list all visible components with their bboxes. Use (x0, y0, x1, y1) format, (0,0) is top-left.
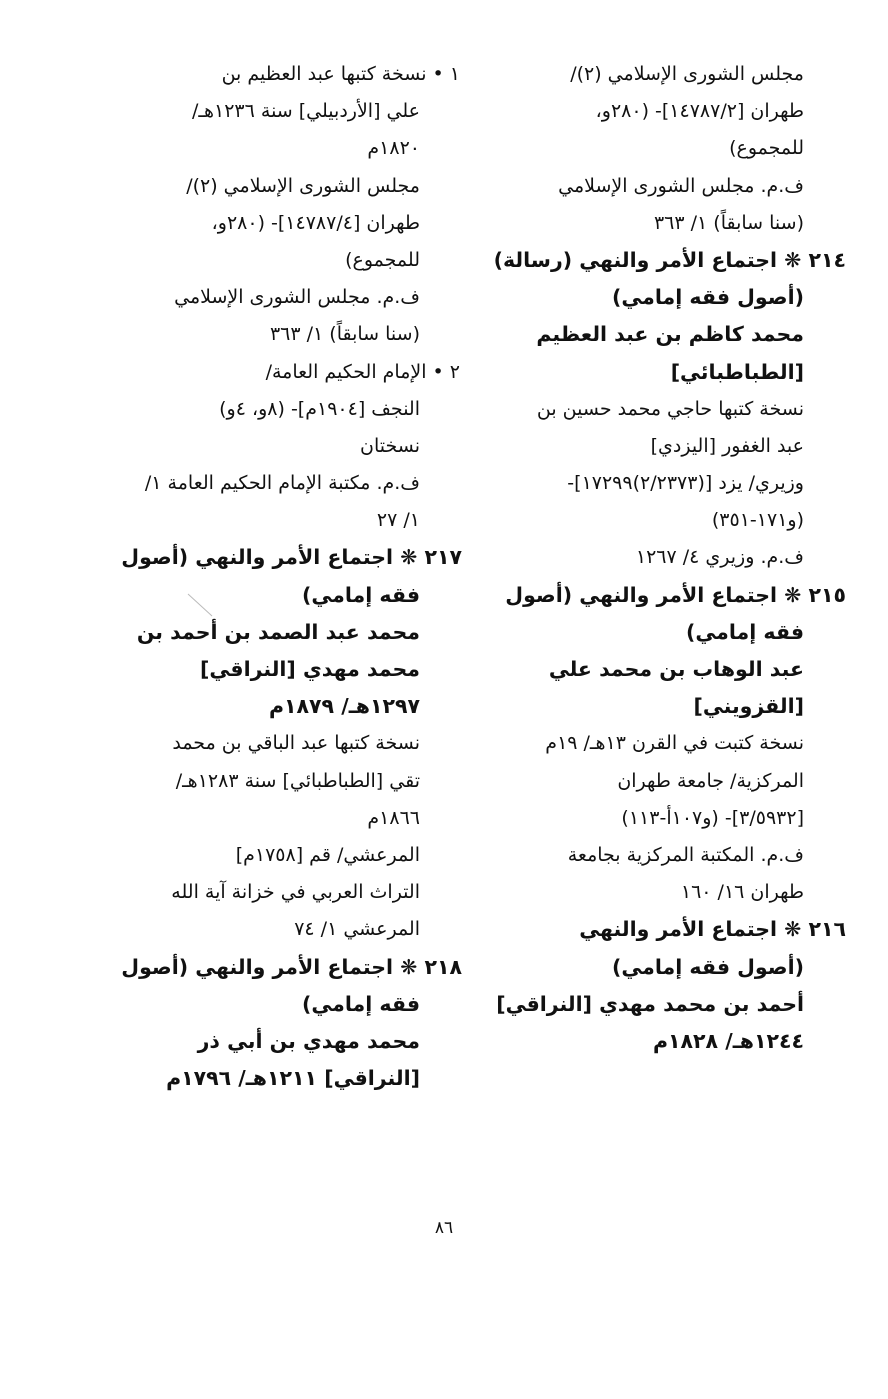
entry-subject: (أصول فقه إمامي) (612, 954, 804, 979)
text-line: النجف [١٩٠٤م]- (٨و، ٤و) (219, 397, 420, 420)
entry-author: ١٢٤٤هـ/ ١٨٢٨م (652, 1028, 804, 1053)
entry-subject: فقه إمامي) (302, 582, 420, 607)
text-line: طهران [١٤٧٨٧/٤]- (٢٨٠و، (211, 211, 420, 234)
scan-mark (186, 592, 214, 620)
entry-subject: فقه إمامي) (302, 991, 420, 1016)
entry-author: [النراقي] ١٢١١هـ/ ١٧٩٦م (166, 1066, 420, 1091)
text-line: (و١٧١-٣٥١) (711, 509, 804, 532)
text-line: التراث العربي في خزانة آية الله (171, 881, 420, 904)
page-number: ٨٦ (434, 1218, 454, 1238)
text-line: تقي [الطباطبائي] سنة ١٢٨٣هـ/ (175, 769, 420, 792)
text-line: نسخة كتبها عبد الباقي بن محمد (172, 732, 420, 755)
text-line: علي [الأردبيلي] سنة ١٢٣٦هـ/ (192, 100, 420, 123)
entry-author-dates: ١٢٩٧هـ/ ١٨٧٩م (268, 694, 420, 719)
entry-author: عبد الوهاب بن محمد علي (548, 657, 804, 681)
text-line: ف.م. مجلس الشورى الإسلامي (174, 286, 420, 309)
text-line: ١/ ٢٧ (376, 509, 420, 532)
entry-author: أحمد بن محمد مهدي [النراقي] (496, 991, 804, 1016)
text-line: نسخة كتبت في القرن ١٣هـ/ ١٩م (545, 732, 804, 755)
entry-author: محمد عبد الصمد بن أحمد بن (136, 619, 420, 644)
text-line: للمجموع) (729, 137, 804, 160)
entry-author: محمد مهدي بن أبي ذر (197, 1028, 420, 1053)
text-line: طهران [١٤٧٨٧/٢]- (٢٨٠و، (595, 100, 804, 123)
text-line: مجلس الشورى الإسلامي (٢)/ (186, 174, 420, 197)
text-line: ف.م. مكتبة الإمام الحكيم العامة ١/ (144, 472, 420, 495)
left-column (78, 56, 462, 1097)
copy-item-1: ١ • نسخة كتبها عبد العظيم بن (221, 63, 460, 85)
text-line: مجلس الشورى الإسلامي (٢)/ (570, 63, 804, 85)
entry-214-heading: ٢١٤ ❋ اجتماع الأمر والنهي (رسالة) (493, 247, 846, 272)
text-line: نسخة كتبها حاجي محمد حسين بن (536, 397, 804, 420)
entry-218-heading: ٢١٨ ❋ اجتماع الأمر والنهي (أصول (121, 954, 462, 979)
text-line: [٣/٥٩٣٢]- (و١٠٧أ-١١٣) (621, 806, 804, 829)
text-line: نسختان (360, 434, 420, 457)
entry-216-heading: ٢١٦ ❋ اجتماع الأمر والنهي (579, 917, 846, 942)
text-line: ف.م. وزيري ٤/ ١٢٦٧ (635, 546, 804, 569)
text-line: ف.م. مجلس الشورى الإسلامي (558, 174, 804, 197)
text-line: المرعشي/ قم [١٧٥٨م] (235, 843, 420, 866)
text-line: المرعشي ١/ ٧٤ (294, 918, 420, 941)
text-line: طهران ١٦/ ١٦٠ (680, 881, 804, 904)
entry-217-heading: ٢١٧ ❋ اجتماع الأمر والنهي (أصول (121, 545, 462, 570)
text-line: ف.م. المكتبة المركزية بجامعة (567, 843, 804, 866)
entry-author: محمد مهدي [النراقي] (200, 657, 420, 681)
entry-author: محمد كاظم بن عبد العظيم (536, 322, 804, 347)
text-line: للمجموع) (345, 248, 420, 271)
text-line: (سنا سابقاً) ١/ ٣٦٣ (269, 323, 420, 346)
right-column (462, 56, 846, 1060)
entry-215-heading: ٢١٥ ❋ اجتماع الأمر والنهي (أصول (505, 582, 846, 607)
copy-item-2: ٢ • الإمام الحكيم العامة/ (265, 360, 460, 383)
entry-subject: فقه إمامي) (686, 619, 804, 644)
entry-author: [الطباطبائي] (670, 359, 804, 384)
text-line: وزيري/ يزد [(٢/٢٣٧٣)١٧٢٩٩]- (567, 472, 804, 495)
text-line: ١٨٦٦م (367, 806, 420, 829)
text-line: المركزية/ جامعة طهران (617, 769, 804, 792)
text-line: ١٨٢٠م (367, 137, 420, 160)
text-line: (سنا سابقاً) ١/ ٣٦٣ (653, 211, 804, 234)
entry-author: [القزويني] (693, 694, 804, 719)
text-line: عبد الغفور [اليزدي] (650, 434, 804, 457)
entry-subject: (أصول فقه إمامي) (612, 285, 804, 310)
